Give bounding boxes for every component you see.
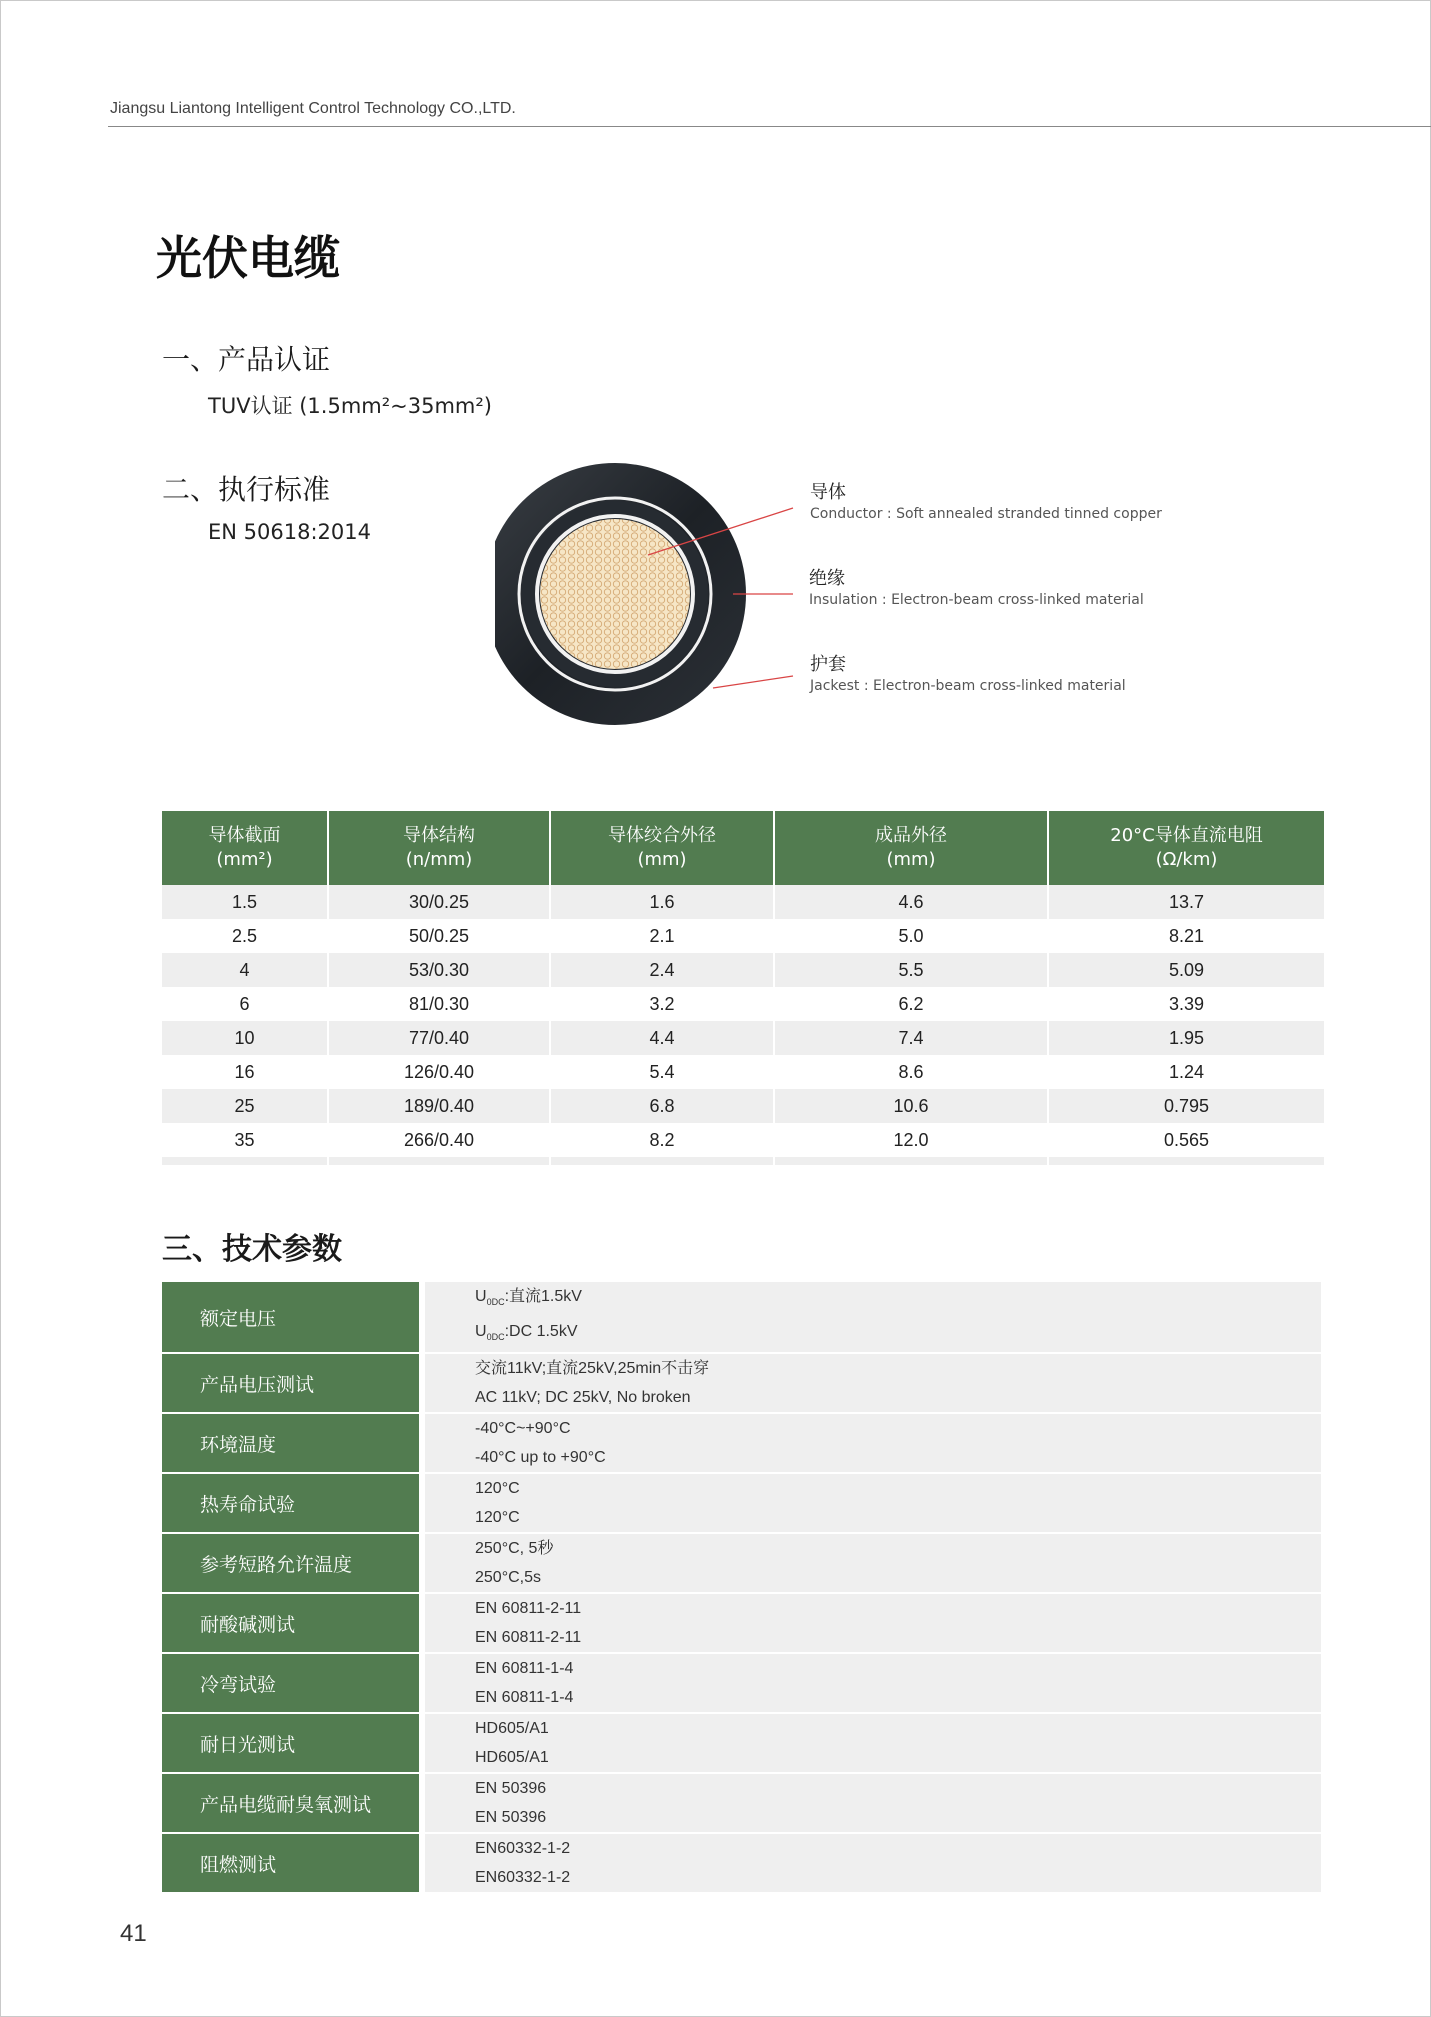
table-cell: 5.4 bbox=[550, 1055, 774, 1089]
param-value bbox=[425, 1282, 1321, 1354]
header-stranded-diameter: 导体绞合外径 (mm) bbox=[550, 811, 774, 885]
section-heading-certification: 一、产品认证 bbox=[162, 343, 331, 376]
param-value-cn: 交流11kV;直流25kV,25min不击穿 bbox=[475, 1360, 710, 1378]
table-cell: 8.6 bbox=[774, 1055, 1048, 1089]
param-value-cn: EN 60811-1-4 bbox=[475, 1660, 574, 1678]
table-cell: 81/0.30 bbox=[328, 987, 550, 1021]
technical-parameters-table bbox=[162, 1282, 1321, 1894]
param-value-cn: -40°C~+90°C bbox=[475, 1420, 571, 1438]
param-row bbox=[162, 1474, 1321, 1534]
param-row bbox=[162, 1354, 1321, 1414]
table-row bbox=[162, 1055, 1324, 1089]
param-label: 耐酸碱测试 bbox=[162, 1594, 425, 1654]
table-cell: 1.24 bbox=[1168, 1061, 1205, 1082]
param-value-cn: HD605/A1 bbox=[475, 1720, 549, 1738]
param-row bbox=[162, 1414, 1321, 1474]
table-row bbox=[162, 987, 1324, 1021]
table-cell: 3.39 bbox=[1168, 993, 1205, 1014]
param-row bbox=[162, 1534, 1321, 1594]
param-label: 环境温度 bbox=[162, 1414, 425, 1474]
param-value-en: 120°C bbox=[475, 1509, 520, 1527]
certification-text: TUV认证 (1.5mm²~35mm²) bbox=[208, 394, 493, 418]
standard-text: EN 50618:2014 bbox=[208, 520, 371, 544]
jacket-leader-line bbox=[713, 676, 793, 688]
table-cell: 4 bbox=[162, 953, 328, 987]
param-value-en: EN 60811-1-4 bbox=[475, 1689, 574, 1707]
param-row bbox=[162, 1834, 1321, 1894]
param-label: 参考短路允许温度 bbox=[162, 1534, 425, 1594]
callout-insulation-cn: 绝缘 bbox=[809, 568, 845, 589]
table-cell: 5.0 bbox=[774, 919, 1048, 953]
table-cell: 1.95 bbox=[1048, 1021, 1324, 1055]
header-divider bbox=[108, 126, 1431, 127]
table-cell: 266/0.40 bbox=[328, 1123, 550, 1157]
callout-insulation-en: Insulation : Electron-beam cross-linked material bbox=[809, 592, 1144, 608]
table-cell: 0.565 bbox=[1163, 1129, 1210, 1150]
page-title: 光伏电缆 bbox=[156, 231, 340, 285]
table-cell: 6.2 bbox=[774, 987, 1048, 1021]
param-value-cn: EN60332-1-2 bbox=[475, 1840, 571, 1858]
table-cell: 50/0.25 bbox=[328, 919, 550, 953]
table-cell: 8.2 bbox=[550, 1123, 774, 1157]
param-value-en: $U_{0DC}:DC$ 1.5kV bbox=[475, 1323, 578, 1343]
spec-table bbox=[162, 811, 1324, 1165]
header-structure: 导体结构 (n/mm) bbox=[328, 811, 550, 885]
spec-table-header-row bbox=[162, 811, 1324, 885]
param-value bbox=[425, 1474, 1321, 1534]
param-label: 产品电压测试 bbox=[162, 1354, 425, 1414]
callout-jacket bbox=[810, 650, 1126, 694]
param-row bbox=[162, 1654, 1321, 1714]
param-label: 阻燃测试 bbox=[162, 1834, 425, 1894]
table-row bbox=[162, 885, 1324, 919]
param-row bbox=[162, 1594, 1321, 1654]
table-cell: 189/0.40 bbox=[328, 1089, 550, 1123]
table-cell: 16 bbox=[162, 1055, 328, 1089]
param-value bbox=[425, 1414, 1321, 1474]
callout-jacket-en: Jackest : Electron-beam cross-linked material bbox=[810, 678, 1126, 694]
param-value-en: 250°C,5s bbox=[475, 1569, 541, 1587]
company-header: Jiangsu Liantong Intelligent Control Technology CO.,LTD. bbox=[110, 100, 516, 117]
table-cell: 25 bbox=[162, 1089, 328, 1123]
param-value bbox=[425, 1594, 1321, 1654]
table-cell: 4.4 bbox=[550, 1021, 774, 1055]
section-heading-technical-params: 三、技术参数 bbox=[162, 1232, 342, 1267]
table-cell: 2.5 bbox=[162, 919, 328, 953]
table-cell: 13.7 bbox=[1048, 885, 1324, 919]
param-value-cn: EN 50396 bbox=[475, 1780, 547, 1798]
param-value-en: EN 60811-2-11 bbox=[475, 1629, 582, 1647]
table-cell: 4.6 bbox=[774, 885, 1048, 919]
param-label: 额定电压 bbox=[162, 1282, 425, 1354]
param-value-cn: 250°C, 5秒 bbox=[475, 1540, 554, 1558]
table-row bbox=[162, 953, 1324, 987]
param-label: 冷弯试验 bbox=[162, 1654, 425, 1714]
header-dc-resistance: 20°C导体直流电阻 (Ω/km) bbox=[1048, 811, 1324, 885]
table-cell: 6 bbox=[162, 987, 328, 1021]
param-value-en: AC 11kV; DC 25kV, No broken bbox=[475, 1389, 691, 1407]
table-cell: 30/0.25 bbox=[328, 885, 550, 919]
param-value-en: EN 50396 bbox=[475, 1809, 547, 1827]
table-cell: 10 bbox=[162, 1021, 328, 1055]
table-cell: 8.21 bbox=[1168, 925, 1205, 946]
table-row bbox=[162, 919, 1324, 953]
param-row bbox=[162, 1282, 1321, 1354]
param-value-cn: EN 60811-2-11 bbox=[475, 1600, 582, 1618]
page-number: 41 bbox=[120, 1920, 147, 1947]
param-value-en: -40°C up to +90°C bbox=[475, 1449, 606, 1467]
param-value bbox=[425, 1834, 1321, 1894]
table-cell: 7.4 bbox=[774, 1021, 1048, 1055]
callout-conductor bbox=[810, 478, 1162, 522]
table-cell: 3.2 bbox=[550, 987, 774, 1021]
table-cell: 77/0.40 bbox=[328, 1021, 550, 1055]
param-value-en: EN60332-1-2 bbox=[475, 1869, 571, 1887]
header-outer-diameter: 成品外径 (mm) bbox=[774, 811, 1048, 885]
table-cell: 5.09 bbox=[1048, 953, 1324, 987]
table-row bbox=[162, 1021, 1324, 1055]
table-cell: 5.5 bbox=[774, 953, 1048, 987]
param-label: 耐日光测试 bbox=[162, 1714, 425, 1774]
callout-conductor-cn: 导体 bbox=[810, 482, 846, 503]
param-label: 产品电缆耐臭氧测试 bbox=[162, 1774, 425, 1834]
table-cell: 12.0 bbox=[774, 1123, 1048, 1157]
table-cell: 0.795 bbox=[1048, 1089, 1324, 1123]
table-cell: 126/0.40 bbox=[328, 1055, 550, 1089]
callout-jacket-cn: 护套 bbox=[810, 654, 846, 675]
param-value bbox=[425, 1354, 1321, 1414]
table-cell: 2.1 bbox=[550, 919, 774, 953]
header-cross-section: 导体截面 (mm²) bbox=[162, 811, 328, 885]
conductor-core bbox=[540, 519, 690, 669]
table-cell: 6.8 bbox=[550, 1089, 774, 1123]
table-cell: 2.4 bbox=[550, 953, 774, 987]
param-row bbox=[162, 1774, 1321, 1834]
param-value bbox=[425, 1774, 1321, 1834]
table-cell: 1.6 bbox=[550, 885, 774, 919]
table-cell: 10.6 bbox=[774, 1089, 1048, 1123]
section-heading-standard: 二、执行标准 bbox=[162, 473, 331, 506]
param-value bbox=[425, 1534, 1321, 1594]
table-cell: 35 bbox=[162, 1123, 328, 1157]
param-value bbox=[425, 1654, 1321, 1714]
table-cell: 53/0.30 bbox=[328, 953, 550, 987]
callout-insulation bbox=[809, 564, 1144, 608]
param-label: 热寿命试验 bbox=[162, 1474, 425, 1534]
param-value-en: HD605/A1 bbox=[475, 1749, 549, 1767]
param-value bbox=[425, 1714, 1321, 1774]
param-value-cn: $U_{0DC}$:直流1.5kV bbox=[475, 1288, 582, 1308]
param-value-cn: 120°C bbox=[475, 1480, 520, 1498]
table-end-strip bbox=[162, 1157, 1324, 1165]
table-row bbox=[162, 1123, 1324, 1157]
callout-conductor-en: Conductor : Soft annealed stranded tinned copper bbox=[810, 506, 1162, 522]
table-cell: 1.5 bbox=[162, 885, 328, 919]
param-row bbox=[162, 1714, 1321, 1774]
table-row bbox=[162, 1089, 1324, 1123]
